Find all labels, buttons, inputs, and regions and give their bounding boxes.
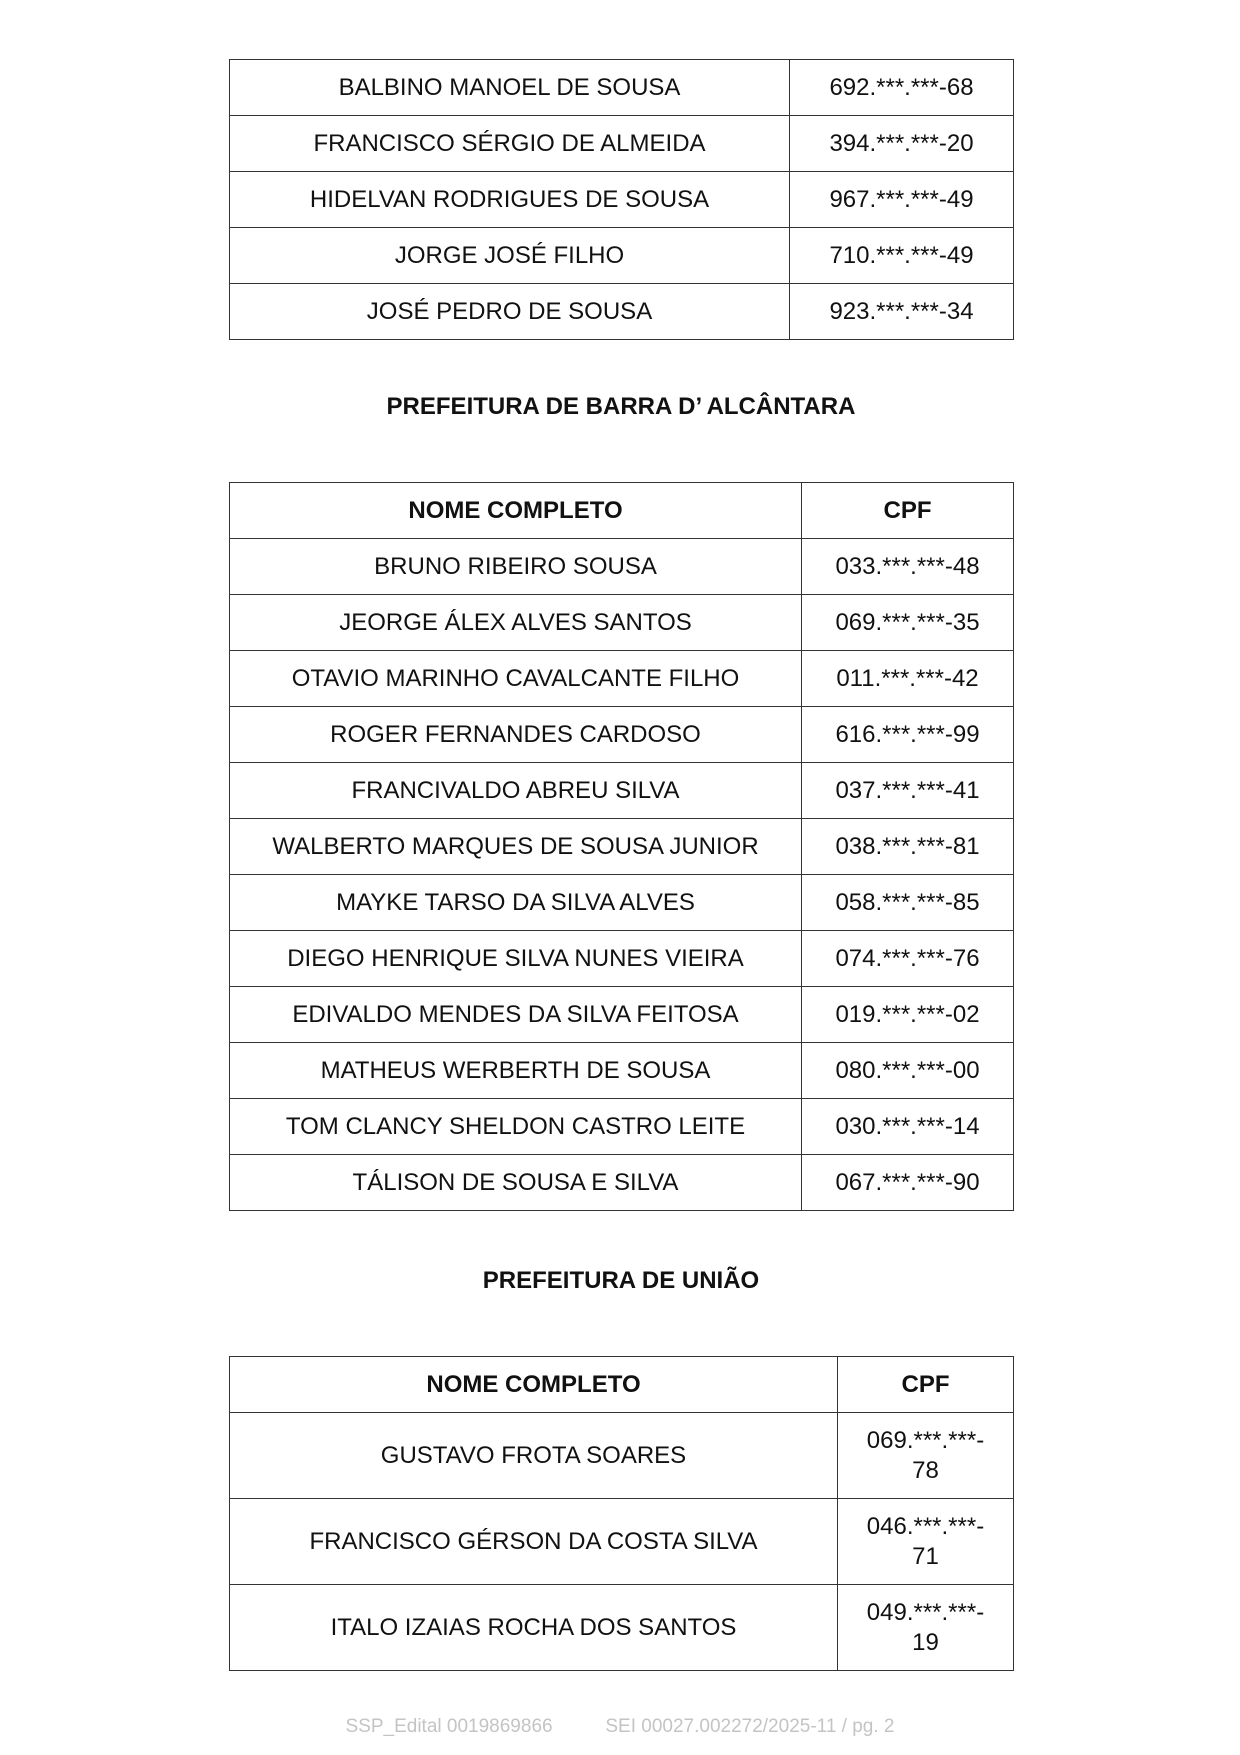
cpf-cell xyxy=(838,1499,1014,1585)
cpf-cell: 394.***.***-20 xyxy=(790,116,1014,172)
name-cell: FRANCISCO GÉRSON DA COSTA SILVA xyxy=(230,1499,838,1585)
section-heading-barra: PREFEITURA DE BARRA D’ ALCÂNTARA xyxy=(386,393,856,420)
name-cell: DIEGO HENRIQUE SILVA NUNES VIEIRA xyxy=(230,931,802,987)
cpf-cell: 038.***.***-81 xyxy=(802,819,1014,875)
table-row xyxy=(230,651,1014,707)
table-header-row xyxy=(230,483,1014,539)
table-row xyxy=(230,1585,1014,1671)
cpf-cell: 923.***.***-34 xyxy=(790,284,1014,340)
table-row xyxy=(230,1099,1014,1155)
cpf-cell: 019.***.***-02 xyxy=(802,987,1014,1043)
table-row xyxy=(230,875,1014,931)
cpf-value: 069.***.***-78 xyxy=(866,1426,985,1484)
table-row xyxy=(230,1413,1014,1499)
name-cell: MATHEUS WERBERTH DE SOUSA xyxy=(230,1043,802,1099)
cpf-cell: 967.***.***-49 xyxy=(790,172,1014,228)
name-cell: FRANCISCO SÉRGIO DE ALMEIDA xyxy=(230,116,790,172)
name-cell: TOM CLANCY SHELDON CASTRO LEITE xyxy=(230,1099,802,1155)
name-cell: TÁLISON DE SOUSA E SILVA xyxy=(230,1155,802,1211)
table-row xyxy=(230,228,1014,284)
column-header-nome: NOME COMPLETO xyxy=(230,483,802,539)
table-row xyxy=(230,172,1014,228)
table-row xyxy=(230,116,1014,172)
cpf-cell: 058.***.***-85 xyxy=(802,875,1014,931)
name-cell: WALBERTO MARQUES DE SOUSA JUNIOR xyxy=(230,819,802,875)
name-cell: JOSÉ PEDRO DE SOUSA xyxy=(230,284,790,340)
cpf-cell: 011.***.***-42 xyxy=(802,651,1014,707)
table-row xyxy=(230,1155,1014,1211)
column-header-cpf: CPF xyxy=(802,483,1014,539)
cpf-cell: 033.***.***-48 xyxy=(802,539,1014,595)
name-cell: JORGE JOSÉ FILHO xyxy=(230,228,790,284)
cpf-cell xyxy=(838,1413,1014,1499)
cpf-cell: 710.***.***-49 xyxy=(790,228,1014,284)
barra-table xyxy=(229,482,1014,1211)
table-row xyxy=(230,1043,1014,1099)
cpf-cell xyxy=(838,1585,1014,1671)
column-header-cpf: CPF xyxy=(838,1357,1014,1413)
cpf-cell: 067.***.***-90 xyxy=(802,1155,1014,1211)
table-row xyxy=(230,1499,1014,1585)
uniao-table xyxy=(229,1356,1014,1671)
name-cell: FRANCIVALDO ABREU SILVA xyxy=(230,763,802,819)
cpf-cell: 080.***.***-00 xyxy=(802,1043,1014,1099)
section-heading-uniao: PREFEITURA DE UNIÃO xyxy=(482,1267,760,1294)
table-row xyxy=(230,60,1014,116)
cpf-cell: 030.***.***-14 xyxy=(802,1099,1014,1155)
table-row xyxy=(230,931,1014,987)
name-cell: EDIVALDO MENDES DA SILVA FEITOSA xyxy=(230,987,802,1043)
cpf-cell: 069.***.***-35 xyxy=(802,595,1014,651)
table-row xyxy=(230,987,1014,1043)
cpf-cell: 616.***.***-99 xyxy=(802,707,1014,763)
name-cell: ROGER FERNANDES CARDOSO xyxy=(230,707,802,763)
name-cell: OTAVIO MARINHO CAVALCANTE FILHO xyxy=(230,651,802,707)
name-cell: BALBINO MANOEL DE SOUSA xyxy=(230,60,790,116)
cpf-value: 046.***.***-71 xyxy=(866,1512,985,1570)
cpf-cell: 074.***.***-76 xyxy=(802,931,1014,987)
table-row xyxy=(230,595,1014,651)
cpf-cell: 692.***.***-68 xyxy=(790,60,1014,116)
table-row xyxy=(230,763,1014,819)
name-cell: BRUNO RIBEIRO SOUSA xyxy=(230,539,802,595)
name-cell: HIDELVAN RODRIGUES DE SOUSA xyxy=(230,172,790,228)
table-row xyxy=(230,707,1014,763)
cpf-cell: 037.***.***-41 xyxy=(802,763,1014,819)
continued-table xyxy=(229,59,1014,340)
table-row xyxy=(230,539,1014,595)
table-row xyxy=(230,284,1014,340)
page-footer: SSP_Edital 0019869866 SEI 00027.002272/2025-11 / pg. 2 xyxy=(345,1716,895,1737)
name-cell: ITALO IZAIAS ROCHA DOS SANTOS xyxy=(230,1585,838,1671)
name-cell: GUSTAVO FROTA SOARES xyxy=(230,1413,838,1499)
cpf-value: 049.***.***-19 xyxy=(866,1598,985,1656)
name-cell: MAYKE TARSO DA SILVA ALVES xyxy=(230,875,802,931)
name-cell: JEORGE ÁLEX ALVES SANTOS xyxy=(230,595,802,651)
table-row xyxy=(230,819,1014,875)
column-header-nome: NOME COMPLETO xyxy=(230,1357,838,1413)
table-header-row xyxy=(230,1357,1014,1413)
